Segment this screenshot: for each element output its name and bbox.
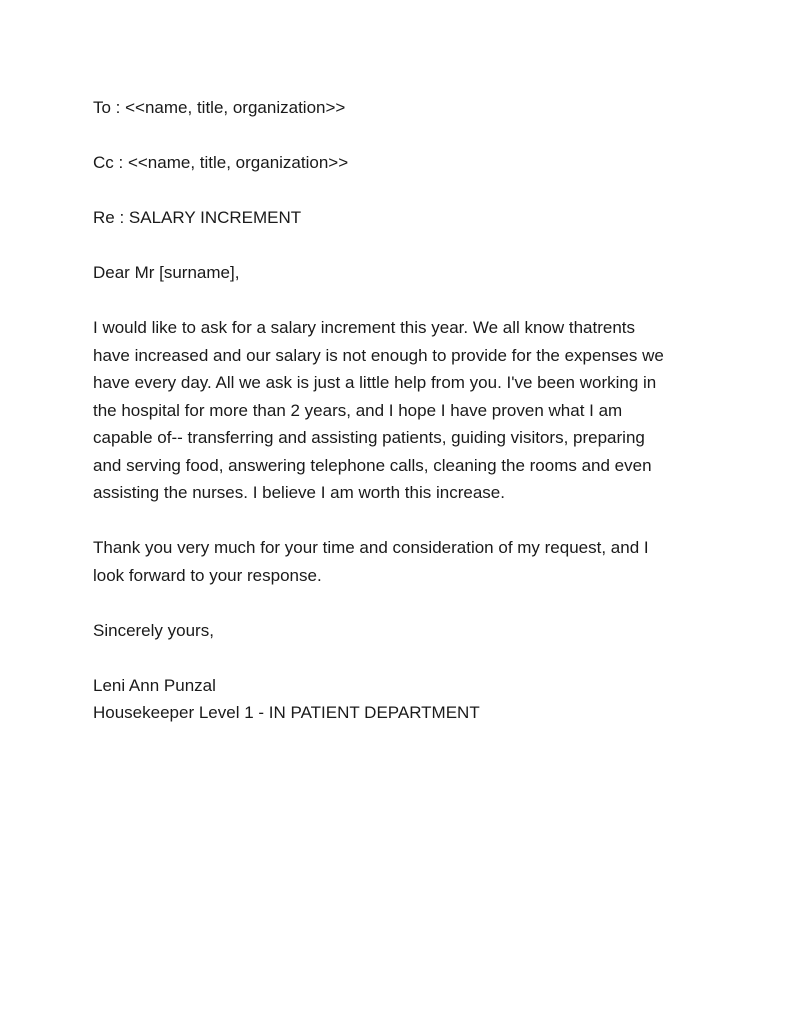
salutation: Dear Mr [surname], <box>93 263 240 282</box>
cc-line: Cc : <<name, title, organization>> <box>93 153 349 172</box>
body-line: the hospital for more than 2 years, and I hope I have proven what I am <box>93 400 623 420</box>
body-line: have every day. All we ask is just a little help from you. I've been working in <box>93 373 657 392</box>
letter-body <box>93 94 733 727</box>
signature-title: Housekeeper Level 1 - IN PATIENT DEPARTMENT <box>93 703 480 722</box>
signature-block <box>93 672 733 727</box>
signature-name: Leni Ann Punzal <box>93 675 216 695</box>
sign-off: Sincerely yours, <box>93 620 214 640</box>
body-line: capable of-- transferring and assisting patients, guiding visitors, preparing <box>93 428 645 447</box>
body-line: and serving food, answering telephone calls, cleaning the rooms and even <box>93 455 652 475</box>
body-line: assisting the nurses. I believe I am worth this increase. <box>93 483 505 502</box>
closing-line: look forward to your response. <box>93 565 322 585</box>
body-line: I would like to ask for a salary increment this year. We all know thatrents <box>93 318 636 337</box>
body-line: have increased and our salary is not enough to provide for the expenses we <box>93 345 664 365</box>
closing-line: Thank you very much for your time and consideration of my request, and I <box>93 538 649 557</box>
body-paragraph <box>93 314 733 507</box>
subject-line: Re : SALARY INCREMENT <box>93 208 302 227</box>
closing-paragraph <box>93 534 733 589</box>
to-line: To : <<name, title, organization>> <box>93 98 346 117</box>
